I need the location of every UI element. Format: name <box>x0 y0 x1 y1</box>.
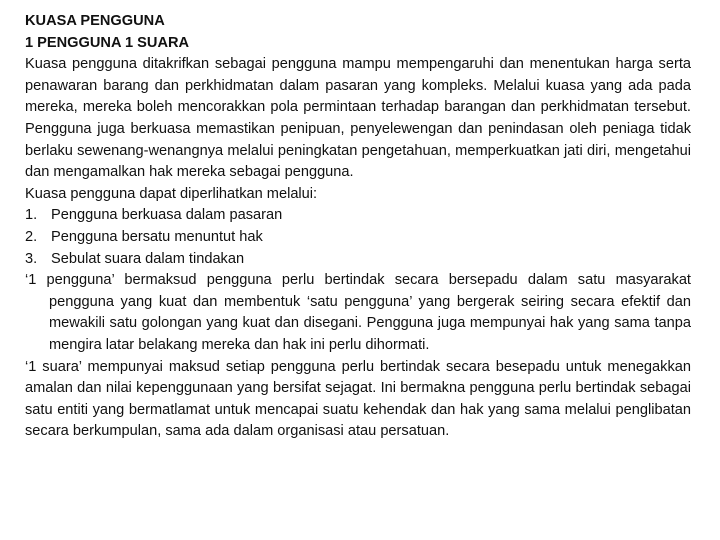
list-item <box>25 227 691 249</box>
document-body <box>25 11 691 443</box>
list-item-number: 3. <box>25 250 38 267</box>
list-lead: Kuasa pengguna dapat diperlihatkan melalui: <box>25 185 318 202</box>
list-item-text: Pengguna bersatu menuntut hak <box>51 228 263 245</box>
list-item <box>25 249 691 271</box>
list-item-text: Sebulat suara dalam tindakan <box>51 250 245 267</box>
list-item <box>25 205 691 227</box>
list-item-number: 1. <box>25 207 38 224</box>
list-item-text: Pengguna berkuasa dalam pasaran <box>51 207 283 224</box>
one-vote-paragraph: ‘1 suara’ mempunyai maksud setiap pengguna perlu bertindak secara besepadu untuk menegakkan amalan dan nilai kepenggunaan yang bersifat sejagat. Ini bermakna pengguna perlu bertindak sebagai satu entiti yang bermatlamat untuk mencapai suatu kehendak dan hak yang sama melalui penglibatan secara berkumpulan, sama ada dalam organisasi atau persatuan. <box>25 358 691 440</box>
page-title: KUASA PENGGUNA <box>25 13 165 29</box>
list-item-number: 2. <box>25 228 38 245</box>
one-user-paragraph: ‘1 pengguna’ bermaksud pengguna perlu bertindak secara bersepadu dalam satu masyarakat pengguna yang kuat dan membentuk ‘satu pengguna’ yang bergerak seiring secara efektif dan mewakili satu golongan yang kuat dan disegani. Pengguna juga mempunyai hak yang sama tanpa mengira latar belakang mereka dan hak ini perlu dihormati. <box>25 272 691 353</box>
page-subtitle: 1 PENGGUNA 1 SUARA <box>25 34 190 51</box>
intro-paragraph: Kuasa pengguna ditakrifkan sebagai pengguna mampu mempengaruhi dan menentukan harga serta penawaran barang dan perkhidmatan dalam pasaran yang kompleks. Melalui kuasa yang ada pada mereka, mereka boleh mencorakkan pola permintaan terhadap barangan dan perkhidmatan tersebut. Pengguna juga berkuasa memastikan penipuan, penyelewengan dan penindasan oleh peniaga tidak berlaku sewenang-wenangnya melalui peningkatan pengetahuan, memperkuatkan jati diri, mengetahui dan mengamalkan hak mereka sebagai pengguna. <box>25 56 691 181</box>
